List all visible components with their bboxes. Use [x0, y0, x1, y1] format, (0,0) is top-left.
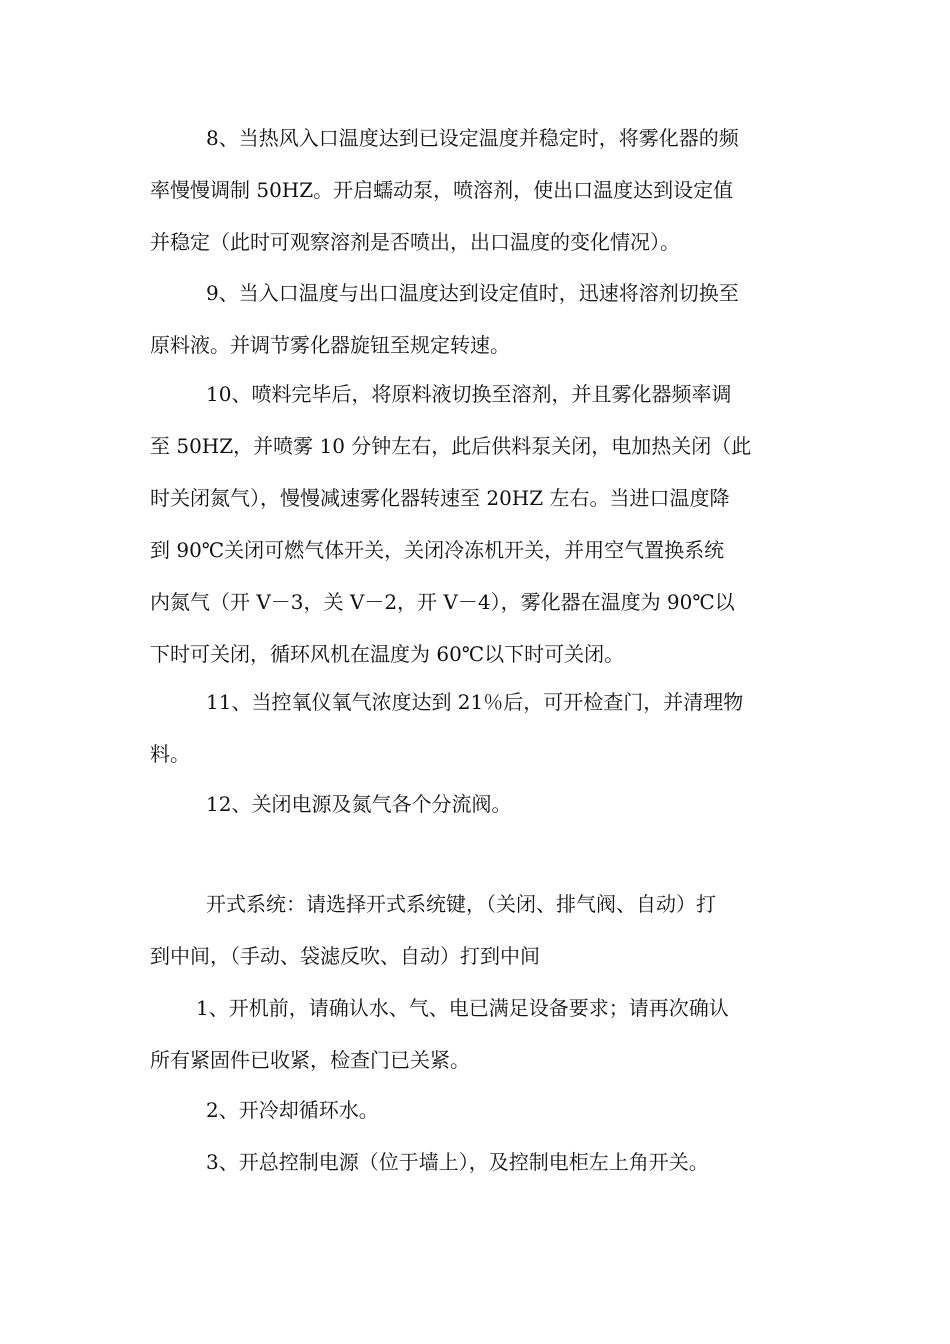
text-line: 内氮气（开 V－3，关 V－2，开 V－4），雾化器在温度为 90℃以	[150, 590, 735, 614]
text-line: 9、当入口温度与出口温度达到设定值时，迅速将溶剂切换至	[206, 281, 739, 305]
paragraph-step-12	[150, 778, 800, 830]
paragraph-step-8	[150, 112, 800, 268]
paragraph-open-step-2	[150, 1084, 800, 1136]
text-line: 下时可关闭，循环风机在温度为 60℃以下时可关闭。	[150, 642, 625, 666]
paragraph-open-step-3	[150, 1136, 800, 1188]
text-line: 11、当控氧仪氧气浓度达到 21％后，可开检查门，并清理物	[206, 690, 744, 714]
text-line: 料。	[150, 742, 190, 766]
paragraph-step-9	[150, 267, 800, 371]
text-line: 开式系统：请选择开式系统键，（关闭、排气阀、自动）打	[206, 892, 716, 916]
text-line: 率慢慢调制 50HZ。开启蠕动泵，喷溶剂，使出口温度达到设定值	[150, 178, 734, 202]
paragraph-open-step-1	[150, 982, 800, 1086]
text-line: 到中间，（手动、袋滤反吹、自动）打到中间	[150, 944, 540, 968]
paragraph-step-11	[150, 676, 800, 780]
text-line: 3、开总控制电源（位于墙上），及控制电柜左上角开关。	[206, 1150, 709, 1174]
text-line: 原料液。并调节雾化器旋钮至规定转速。	[150, 333, 510, 357]
paragraph-step-10	[150, 368, 800, 680]
text-line: 8、当热风入口温度达到已设定温度并稳定时，将雾化器的频	[206, 126, 739, 150]
text-line: 并稳定（此时可观察溶剂是否喷出，出口温度的变化情况）。	[150, 230, 680, 254]
text-line: 12、关闭电源及氮气各个分流阀。	[206, 792, 512, 816]
text-line: 10、喷料完毕后，将原料液切换至溶剂，并且雾化器频率调	[206, 382, 732, 406]
text-line: 至 50HZ，并喷雾 10 分钟左右，此后供料泵关闭，电加热关闭（此	[150, 434, 752, 458]
text-line: 到 90℃关闭可燃气体开关，关闭冷冻机开关，并用空气置换系统	[150, 538, 725, 562]
paragraph-open-system-intro	[150, 878, 800, 982]
text-line: 2、开冷却循环水。	[206, 1098, 379, 1122]
text-line: 所有紧固件已收紧，检查门已关紧。	[150, 1048, 470, 1072]
text-line: 1、开机前，请确认水、气、电已满足设备要求；请再次确认	[196, 996, 729, 1020]
text-line: 时关闭氮气），慢慢减速雾化器转速至 20HZ 左右。当进口温度降	[150, 486, 730, 510]
